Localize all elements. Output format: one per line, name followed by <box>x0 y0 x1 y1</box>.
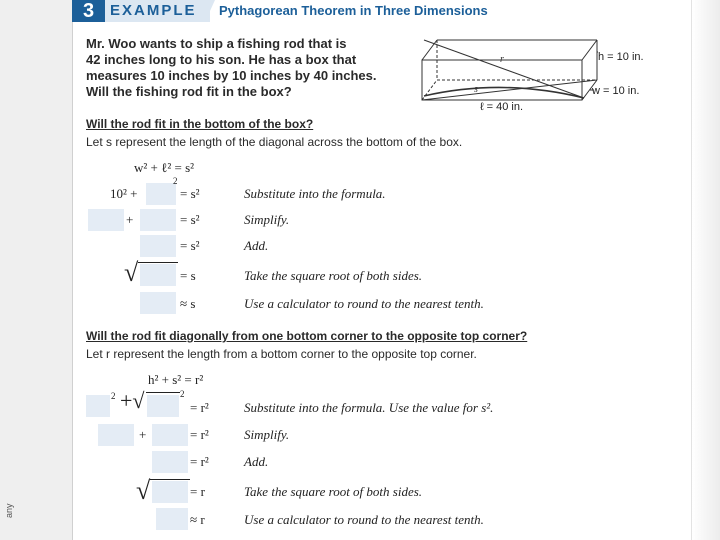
radical-bar <box>138 262 178 263</box>
width-label: w = 10 in. <box>592 85 640 97</box>
exponent: 2 <box>180 389 185 399</box>
answer-blank[interactable] <box>140 292 176 314</box>
part1-step3-right: = s² <box>180 238 200 253</box>
part2-step4-note: Take the square root of both sides. <box>244 484 423 499</box>
left-margin-shade <box>0 0 73 540</box>
box-edge <box>422 40 437 60</box>
exponent: 2 <box>173 176 178 186</box>
part1-formula: w² + ℓ² = s² <box>134 160 195 175</box>
answer-blank[interactable] <box>147 395 179 417</box>
part1-step1-right: = s² <box>180 186 200 201</box>
part2-step1-note: Substitute into the formula. Use the value for s². <box>244 400 494 415</box>
part1-step1-left: 10² + <box>110 186 138 201</box>
part1-step3-note: Add. <box>244 238 269 253</box>
part2-step2-note: Simplify. <box>244 427 290 442</box>
example-header <box>72 0 692 24</box>
part1-step2-right: = s² <box>180 212 200 227</box>
part2-description: Let r represent the length from a bottom corner to the opposite top corner. <box>86 347 477 361</box>
problem-line: 42 inches long to his son. He has a box that <box>86 52 357 67</box>
exponent: 2 <box>111 391 116 401</box>
part2-step3-right: = r² <box>190 454 209 469</box>
part1-step1-note: Substitute into the formula. <box>244 186 386 201</box>
answer-blank[interactable] <box>140 235 176 257</box>
answer-blank[interactable] <box>98 424 134 446</box>
part2-step4-right: = r <box>190 484 205 499</box>
example-label: EXAMPLE <box>105 0 210 22</box>
plus-sign: + <box>139 427 147 442</box>
example-number-badge: 3 <box>72 0 105 22</box>
box-diagram <box>412 30 682 115</box>
radical-sign: √ <box>136 476 151 505</box>
problem-line: Mr. Woo wants to ship a fishing rod that is <box>86 36 347 51</box>
answer-blank[interactable] <box>152 481 188 503</box>
answer-blank[interactable] <box>156 508 188 530</box>
s-label: s <box>474 84 478 95</box>
radical-sign: √ <box>124 258 139 287</box>
problem-statement <box>86 36 396 100</box>
part2-question: Will the rod fit diagonally from one bottom corner to the opposite top corner? <box>86 329 528 343</box>
problem-line: measures 10 inches by 10 inches by 40 inches. <box>86 68 377 83</box>
answer-blank[interactable] <box>146 183 176 205</box>
plus-radical: +√ <box>120 388 145 413</box>
part1-step5-note: Use a calculator to round to the nearest tenth. <box>244 296 484 311</box>
part2-step5-right: ≈ r <box>190 512 205 527</box>
part2-step5-note: Use a calculator to round to the nearest tenth. <box>244 512 484 527</box>
box-hidden-edge <box>422 80 437 100</box>
r-label: r <box>500 54 504 65</box>
answer-blank[interactable] <box>152 424 188 446</box>
plus-sign: + <box>126 212 134 227</box>
part1-step2-note: Simplify. <box>244 212 290 227</box>
answer-blank[interactable] <box>88 209 124 231</box>
radical-bar <box>150 479 190 480</box>
part2-formula: h² + s² = r² <box>148 372 204 387</box>
height-label: h = 10 in. <box>598 51 644 63</box>
floor-diagonal-s <box>422 80 597 100</box>
box-edge <box>582 40 597 60</box>
answer-blank[interactable] <box>140 264 176 286</box>
part2-step2-right: = r² <box>190 427 209 442</box>
answer-blank[interactable] <box>86 395 110 417</box>
side-margin-text: any <box>4 503 14 518</box>
part1-description: Let s represent the length of the diagonal across the bottom of the box. <box>86 135 463 149</box>
length-label: ℓ = 40 in. <box>480 101 524 113</box>
part2-step3-note: Add. <box>244 454 269 469</box>
part1-step4-right: = s <box>180 268 196 283</box>
space-diagonal-r <box>424 40 584 98</box>
part1-step5-right: ≈ s <box>180 296 196 311</box>
right-margin-shade <box>691 0 720 540</box>
answer-blank[interactable] <box>140 209 176 231</box>
radical-bar <box>146 392 180 393</box>
part2-step1-right: = r² <box>190 400 209 415</box>
header-arrow-shape <box>205 0 215 22</box>
problem-line: Will the fishing rod fit in the box? <box>86 84 292 99</box>
answer-blank[interactable] <box>152 451 188 473</box>
part1-step4-note: Take the square root of both sides. <box>244 268 423 283</box>
part1-question: Will the rod fit in the bottom of the box? <box>86 117 314 131</box>
example-title: Pythagorean Theorem in Three Dimensions <box>219 3 488 18</box>
